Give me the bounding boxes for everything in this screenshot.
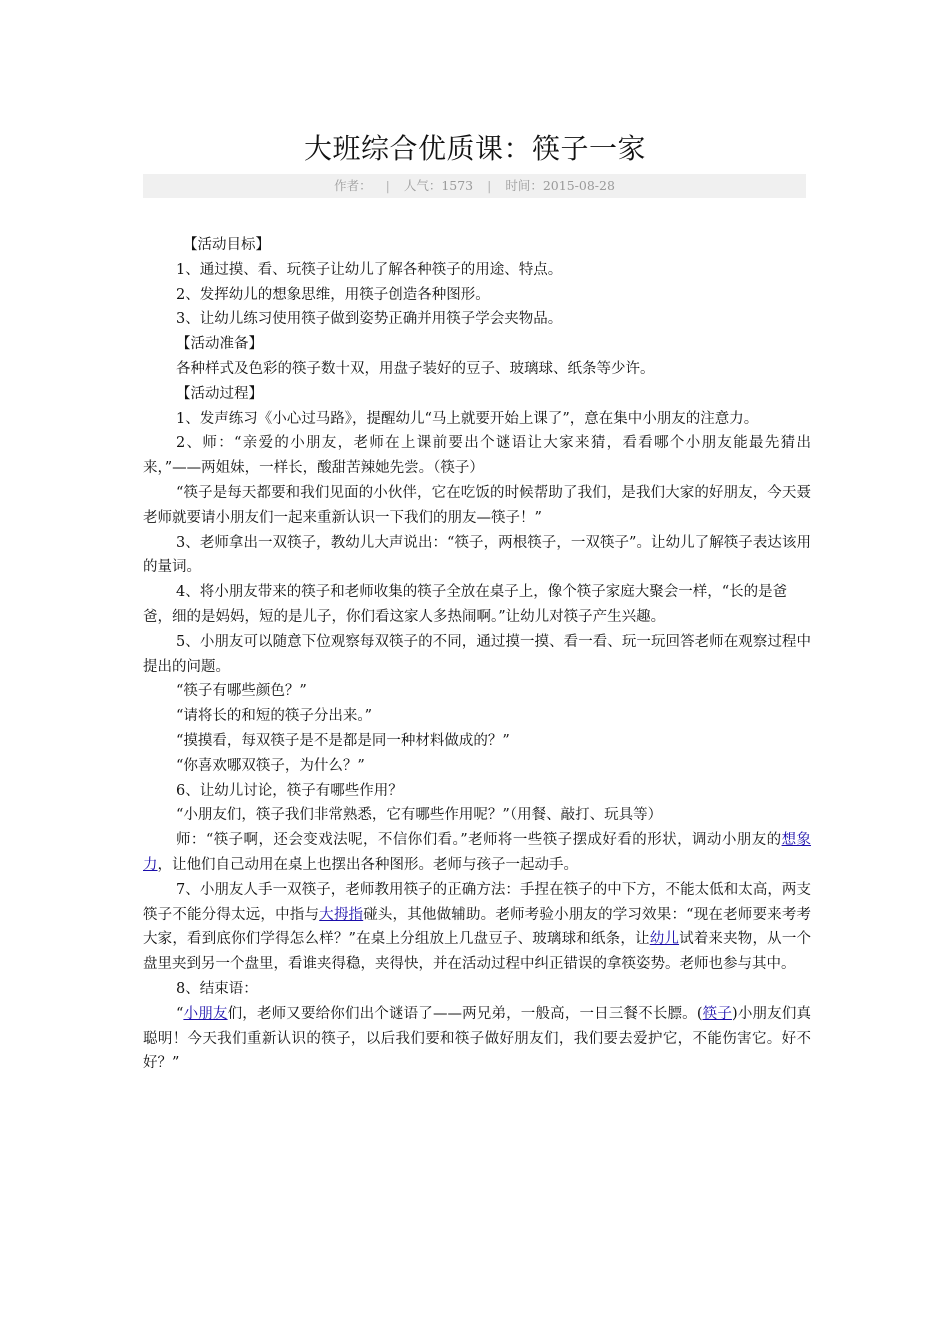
paragraph: 2、发挥幼儿的想象思维，用筷子创造各种图形。 [176,286,490,303]
section-heading-process: 【活动过程】 [176,385,263,402]
view-count: 人气：1573 [403,178,474,193]
text-run: “ [176,1005,184,1022]
paragraph: 6、让幼儿讨论，筷子有哪些作用？ [176,782,403,799]
article-title: 大班综合优质课：筷子一家 [303,132,646,165]
article-meta-bar [143,174,806,198]
paragraph: “筷子有哪些颜色？” [176,683,307,700]
paragraph: 8、结束语： [176,980,258,997]
text-run: 试着来夹物，从一个盘里夹到另一个盘里，看谁夹得稳，夹得快，并在活动过程中纠正错误的拿筷姿势。老师也参与其中。 [143,931,811,973]
paragraph [143,878,811,977]
paragraph: 4、将小朋友带来的筷子和老师收集的筷子全放在桌子上，像个筷子家庭大聚会一样，“长的是爸爸，细的是妈妈，短的是儿子，你们看这家人多热闹啊。”让幼儿对筷子产生兴趣。 [143,584,788,625]
paragraph: 1、发声练习《小心过马路》，提醒幼儿“马上就要开始上课了”，意在集中小朋友的注意力。 [176,410,759,427]
meta-separator: | [487,178,492,193]
link-children[interactable]: 幼儿 [649,931,680,948]
text-run: 碰头，其他做辅助。老师考验小朋友的学习效果：“现在老师要来考考大家，看到底你们学得怎么样？”在桌上分组放上几盘豆子、玻璃球和纸条，让 [143,906,811,948]
paragraph: “摸摸看，每双筷子是不是都是同一种材料做成的？” [176,732,510,749]
text-run: 们，老师又要给你们出个谜语了——两兄弟，一般高，一日三餐不长膘。( [227,1005,703,1022]
paragraph: 1、通过摸、看、玩筷子让幼儿了解各种筷子的用途、特点。 [176,261,563,278]
paragraph: 3、让幼儿练习使用筷子做到姿势正确并用筷子学会夹物品。 [176,311,563,328]
link-imagination[interactable]: 想象力 [143,832,812,873]
paragraph [143,828,811,878]
meta-separator: | [385,178,390,193]
paragraph: 各种样式及色彩的筷子数十双，用盘子装好的豆子、玻璃球、纸条等少许。 [176,360,655,377]
link-chopsticks[interactable]: 筷子 [702,1005,733,1022]
paragraph: 5、小朋友可以随意下位观察每双筷子的不同，通过摸一摸、看一看、玩一玩回答老师在观察过程中提出的问题。 [143,633,811,675]
paragraph [143,1002,811,1076]
author-label: 作者： [334,178,372,193]
paragraph: 2、师：“亲爱的小朋友，老师在上课前要出个谜语让大家来猜，看看哪个小朋友能最先猜出来，”——两姐妹，一样长，酸甜苦辣她先尝。（筷子） [143,435,811,477]
paragraph: “筷子是每天都要和我们见面的小伙伴，它在吃饭的时候帮助了我们，是我们大家的好朋友，今天聂老师就要请小朋友们一起来重新认识一下我们的朋友—筷子！” [143,484,811,526]
paragraph: “小朋友们，筷子我们非常熟悉，它有哪些作用呢？”（用餐、敲打、玩具等） [176,807,663,824]
publish-date: 时间：2015-08-28 [505,178,615,193]
text-run: ，让他们自己动用在桌上也摆出各种图形。老师与孩子一起动手。 [157,856,578,873]
link-kids[interactable]: 小朋友 [183,1005,228,1022]
paragraph: “你喜欢哪双筷子，为什么？” [176,757,365,774]
text-run: 7、小朋友人手一双筷子，老师教用筷子的正确方法：手捏在筷子的中下方，不能太低和太高，两支筷子不能分得太远，中指与 [143,881,811,923]
section-heading-goals: 【活动目标】 [183,237,270,253]
paragraph: 3、老师拿出一双筷子，教幼儿大声说出：“筷子，两根筷子，一双筷子”。让幼儿了解筷子表达该用的量词。 [143,534,811,576]
link-thumb[interactable]: 大拇指 [319,906,364,923]
paragraph: “请将长的和短的筷子分出来。” [176,708,373,725]
text-run: 师：“筷子啊，还会变戏法呢，不信你们看。”老师将一些筷子摆成好看的形状，调动小朋友的 [176,832,782,849]
article-body [143,233,811,1076]
text-run: )小朋友们真聪明！今天我们重新认识的筷子，以后我们要和筷子做好朋友们，我们要去爱护它，不能伤害它。好不好？” [143,1005,812,1072]
section-heading-preparation: 【活动准备】 [176,336,263,353]
